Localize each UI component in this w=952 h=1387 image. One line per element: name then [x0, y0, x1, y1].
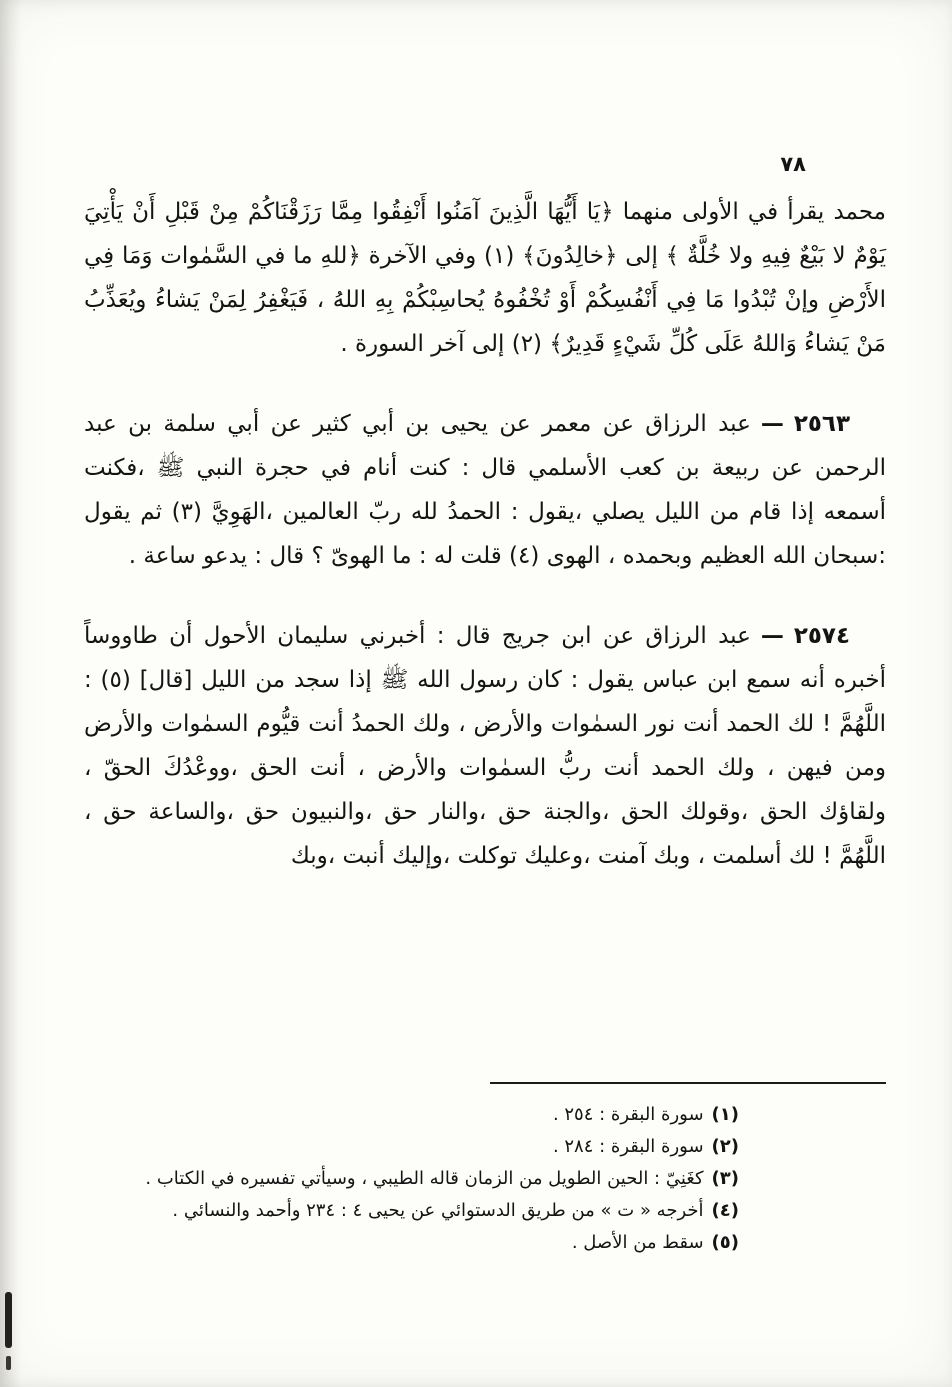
- footnote-marker: (٤): [711, 1200, 739, 1221]
- footnote-1: [127, 1100, 739, 1130]
- quran-passage-text: محمد يقرأ في الأولى منهما ﴿يَا أَيُّهَا الَّذِينَ آمَنُوا أَنْفِقُوا مِمَّا رَزَقْنَاكُمْ مِنْ قَبْلِ أَنْ يَأْتِيَ يَوْمٌ لا بَيْعٌ فِيهِ ولا خُلَّةٌ ﴾ إلى ﴿خالِدُونَ﴾ (١) وفي الآخرة ﴿للهِ ما في السَّمٰوات وَمَا فِي الأَرْضِ وإنْ تُبْدُوا مَا فِي أَنْفُسِكُمْ أَوْ تُخْفُوهُ يُحاسِبْكُمْ بِهِ اللهُ ، فَيَغْفِرُ لِمَنْ يَشاءُ ويُعَذِّبُ مَنْ يَشاءُ وَاللهُ عَلَى كُلِّ شَيْءٍ قَدِيرٌ﴾ (٢) إلى آخر السورة .: [84, 199, 886, 357]
- paragraph-hadith-2574: [84, 614, 886, 878]
- hadith-separator-dash: —: [760, 623, 784, 649]
- footnote-5: [127, 1228, 739, 1258]
- footnote-text: سورة البقرة : ٢٥٤ .: [552, 1104, 704, 1125]
- footnote-divider-rule: [490, 1082, 886, 1084]
- footnote-text: أخرجه « ت » من طريق الدستوائي عن يحيى ٤ : ٢٣٤ وأحمد والنسائي .: [172, 1200, 704, 1221]
- paragraph-quran-passage: [84, 190, 886, 366]
- footnote-2: [127, 1132, 739, 1162]
- scan-edge-shading: [0, 0, 22, 1387]
- page-number: ٧٨: [780, 152, 806, 176]
- footnote-marker: (٣): [711, 1168, 739, 1189]
- footnote-text: كغَنِيّ : الحين الطويل من الزمان قاله الطيبي ، وسيأتي تفسيره في الكتاب .: [145, 1168, 704, 1189]
- hadith-number: ٢٥٦٣: [793, 411, 850, 437]
- scan-artifact-mark: [5, 1292, 12, 1348]
- footnote-3: [127, 1164, 739, 1194]
- hadith-number: ٢٥٧٤: [793, 623, 850, 649]
- hadith-text: عبد الرزاق عن معمر عن يحيى بن أبي كثير عن أبي سلمة بن عبد الرحمن عن ربيعة بن كعب الأسلمي قال : كنت أنام في حجرة النبي ﷺ ،فكنت أسمعه إذا قام من الليل يصلي ،يقول : الحمدُ لله ربّ العالمين ،الهَوِيَّ (٣) ثم يقول :سبحان الله العظيم وبحمده ، الهوى (٤) قلت له : ما الهوىّ ؟ قال : يدعو ساعة .: [84, 411, 887, 569]
- footnote-marker: (١): [711, 1104, 739, 1125]
- main-text-block: [84, 190, 886, 878]
- footnotes-block: [127, 1100, 739, 1260]
- scan-artifact-mark-small: [6, 1356, 11, 1370]
- footnote-4: [127, 1196, 739, 1226]
- footnote-marker: (٥): [711, 1232, 739, 1253]
- footnote-text: سورة البقرة : ٢٨٤ .: [552, 1136, 704, 1157]
- paragraph-hadith-2563: [84, 402, 886, 578]
- footnote-text: سقط من الأصل .: [571, 1232, 704, 1253]
- hadith-text: عبد الرزاق عن ابن جريج قال : أخبرني سليمان الأحول أن طاووساً أخبره أنه سمع ابن عباس يقول : كان رسول الله ﷺ إذا سجد من الليل [قال] (٥) : اللَّهُمَّ ! لك الحمد أنت نور السمٰوات والأرض ، ولك الحمدُ أنت قيُّوم السمٰوات والأرض ومن فيهن ، ولك الحمد أنت ربُّ السمٰوات والأرض ، أنت الحق ،ووعْدُكَ الحقّ ، ولقاؤك الحق ،وقولك الحق ،والجنة حق ،والنار حق ،والنبيون حق ،والساعة حق ، اللَّهُمَّ ! لك أسلمت ، وبك آمنت ،وعليك توكلت ،وإليك أنبت ،وبك: [84, 623, 886, 869]
- hadith-separator-dash: —: [760, 411, 784, 437]
- footnote-marker: (٢): [711, 1136, 739, 1157]
